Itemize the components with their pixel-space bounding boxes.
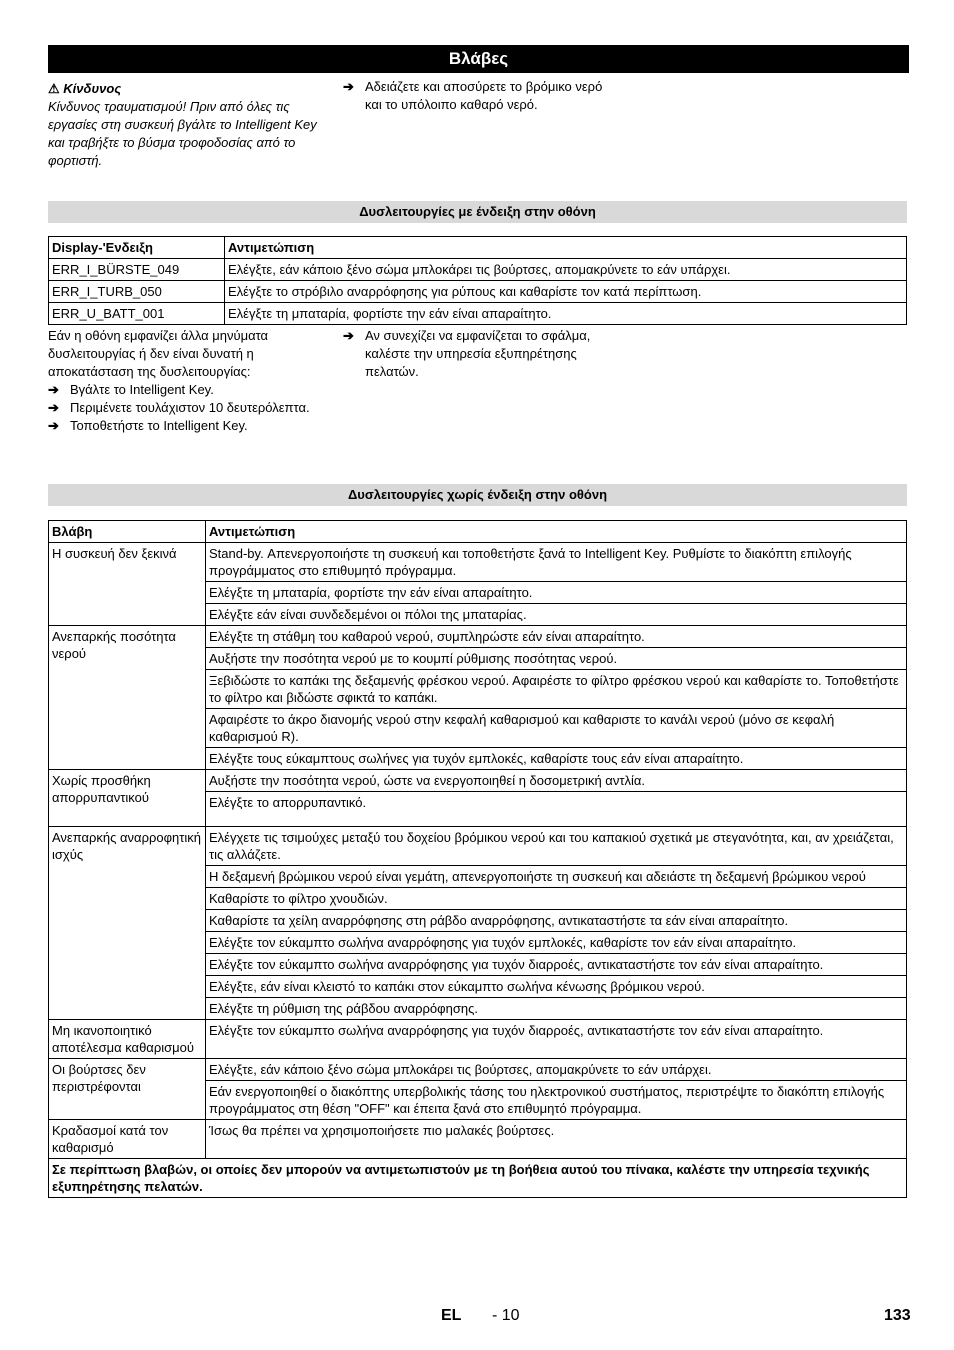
table-row [49,281,907,303]
table-header: Αντιμετώπιση [225,237,907,259]
arrow-icon: ➔ [343,328,354,343]
table-row [49,259,907,281]
remedy: Ελέγξτε, εάν είναι κλειστό το καπάκι στον εύκαμπτο σωλήνα κένωσης βρόμικου νερού. [206,976,907,998]
table-row [49,770,907,792]
error-code: ERR_U_BATT_001 [49,303,225,325]
remedy: Εάν ενεργοποιηθεί ο διακόπτης υπερβολικής τάσης του ηλεκτρονικού συστήματος, περιστρέψτε το διακόπτη επιλογής προγράμματος στη θέση "OFF" και έπειτα ξανά στο επιθυμητό πρόγραμμα. [206,1081,907,1120]
arrow-icon: ➔ [343,79,354,94]
error-code: ERR_I_TURB_050 [49,281,225,303]
remedy: Ελέγξτε, εάν κάποιο ξένο σώμα μπλοκάρει τις βούρτσες, απομακρύνετε το εάν υπάρχει. [225,259,907,281]
remedy: Ξεβιδώστε το καπάκι της δεξαμενής φρέσκου νερού. Αφαιρέστε το φίλτρο φρέσκου νερού και καθαρίστε το. Τοποθετήστε το φίλτρο και βιδώστε σφικτά το καπάκι. [206,670,907,709]
table-row [49,827,907,866]
remedy: Ίσως θα πρέπει να χρησιμοποιήσετε πιο μαλακές βούρτσες. [206,1120,907,1159]
remedy: Ελέγχετε τις τσιμούχες μεταξύ του δοχείου βρόμικου νερού και του καπακιού σχετικά με στεγανότητα, και, αν χρειάζεται, τις αλλάζετε. [206,827,907,866]
mid-left: Εάν η οθόνη εμφανίζει άλλα μηνύματα δυσλειτουργίας ή δεν είναι δυνατή η αποκατάσταση της δυσλειτουργίας: ➔ Βγάλτε το Intelligent Key. ➔ Περιμένετε τουλάχιστον 10 δευτερόλεπτα. ➔ Τοποθετήστε το Intelligent Key. [48,327,323,435]
remedy: Stand-by. Απενεργοποιήστε τη συσκευή και τοποθετήστε ξανά το Intelligent Key. Ρυθμίστε το διακόπτη επιλογής προγράμματος στο επιθυμητό πρόγραμμα. [206,543,907,582]
table-header: Display-'Ενδειξη [49,237,225,259]
remedy: Ελέγξτε τον εύκαμπτο σωλήνα αναρρόφησης για τυχόν διαρροές, αντικαταστήστε τον εάν είναι απαραίτητο. [206,1020,907,1059]
remedy: Ελέγξτε τον εύκαμπτο σωλήνα αναρρόφησης για τυχόν εμπλοκές, καθαρίστε τον εάν είναι απαραίτητο. [206,932,907,954]
table-row [49,1120,907,1159]
remedy: Ελέγξτε τη ρύθμιση της ράβδου αναρρόφησης. [206,998,907,1020]
page-number: 133 [884,1307,911,1324]
display-errors-table [48,236,907,325]
remedy: Ελέγξτε το απορρυπαντικό. [206,792,907,827]
fault: Χωρίς προσθήκη απορρυπαντικού [49,770,206,827]
table-row [49,1059,907,1081]
remedy: Αυξήστε την ποσότητα νερού, ώστε να ενεργοποιηθεί η δοσομετρική αντλία. [206,770,907,792]
remedy: Καθαρίστε τα χείλη αναρρόφησης στη ράβδο αναρρόφησης, αντικαταστήστε τα εάν είναι απαραίτητο. [206,910,907,932]
remedy: Ελέγξτε εάν είναι συνδεδεμένοι οι πόλοι της μπαταρίας. [206,604,907,626]
remedy: Ελέγξτε τη μπαταρία, φορτίστε την εάν είναι απαραίτητο. [206,582,907,604]
footer-lang: EL [441,1307,462,1324]
error-code: ERR_I_BÜRSTE_049 [49,259,225,281]
warning-icon: ⚠ [48,81,60,96]
remedy: Ελέγξτε το στρόβιλο αναρρόφησης για ρύπους και καθαρίστε τον κατά περίπτωση. [225,281,907,303]
danger-notice [48,80,328,170]
fault: Η συσκευή δεν ξεκινά [49,543,206,626]
arrow-icon: ➔ [48,400,59,415]
remedy: Ελέγξτε τους εύκαμπτους σωλήνες για τυχόν εμπλοκές, καθαρίστε τους εάν είναι απαραίτητο. [206,748,907,770]
intro-right: ➔ Αδειάζετε και αποσύρετε το βρόμικο νερό και το υπόλοιπο καθαρό νερό. [343,79,603,112]
remedy: Αυξήστε την ποσότητα νερού με το κουμπί ρύθμισης ποσότητας νερού. [206,648,907,670]
table-footer-row [49,1159,907,1198]
remedy: Ελέγξτε, εάν κάποιο ξένο σώμα μπλοκάρει τις βούρτσες, απομακρύνετε το εάν υπάρχει. [206,1059,907,1081]
table-row [49,303,907,325]
faults-table [48,520,907,1198]
remedy: Αφαιρέστε το άκρο διανομής νερού στην κεφαλή καθαρισμού και καθαριστε το κανάλι νερού (μόνο σε κεφαλή καθαρισμού R). [206,709,907,748]
section-heading-nodisplay: Δυσλειτουργίες χωρίς ένδειξη στην οθόνη [48,484,907,506]
table-footer-note: Σε περίπτωση βλαβών, οι οποίες δεν μπορούν να αντιμετωπιστούν με τη βοήθεια αυτού του πίνακα, καλέστε την υπηρεσία τεχνικής εξυπηρέτησης πελατών. [49,1159,907,1198]
arrow-icon: ➔ [48,382,59,397]
arrow-icon: ➔ [48,418,59,433]
fault: Ανεπαρκής αναρροφητική ισχύς [49,827,206,1020]
remedy: Ελέγξτε τον εύκαμπτο σωλήνα αναρρόφησης για τυχόν διαρροές, αντικαταστήστε τον εάν είναι απαραίτητο. [206,954,907,976]
table-row [49,543,907,582]
page-title: Βλάβες [48,45,909,73]
remedy: Η δεξαμενή βρώμικου νερού είναι γεμάτη, απενεργοποιήστε τη συσκευή και αδειάστε τη δεξαμενή βρώμικου νερού [206,866,907,888]
fault: Ανεπαρκής ποσότητα νερού [49,626,206,770]
mid-left-text: Εάν η οθόνη εμφανίζει άλλα μηνύματα δυσλειτουργίας ή δεν είναι δυνατή η αποκατάσταση της δυσλειτουργίας: [48,328,269,379]
section-heading-display: Δυσλειτουργίες με ένδειξη στην οθόνη [48,201,907,223]
remedy: Ελέγξτε τη στάθμη του καθαρού νερού, συμπληρώστε εάν είναι απαραίτητο. [206,626,907,648]
table-header: Βλάβη [49,521,206,543]
table-header: Αντιμετώπιση [206,521,907,543]
remedy: Ελέγξτε τη μπαταρία, φορτίστε την εάν είναι απαραίτητο. [225,303,907,325]
remedy: Καθαρίστε το φίλτρο χνουδιών. [206,888,907,910]
fault: Κραδασμοί κατά τον καθαρισμό [49,1120,206,1159]
fault: Οι βούρτσες δεν περιστρέφονται [49,1059,206,1120]
table-row [49,1020,907,1059]
table-row [49,626,907,648]
danger-text: Κίνδυνος τραυματισμού! Πριν από όλες τις εργασίες στη συσκευή βγάλτε το Intelligent Key και τραβήξτε το βύσμα τροφοδοσίας από το φορτιστή. [48,99,317,168]
footer-subpage: - 10 [492,1307,520,1324]
mid-right: ➔ Αν συνεχίζει να εμφανίζεται το σφάλμα, καλέστε την υπηρεσία εξυπηρέτησης πελατών. [343,328,591,379]
fault: Μη ικανοποιητικό αποτέλεσμα καθαρισμού [49,1020,206,1059]
danger-heading: ⚠ Κίνδυνος [48,81,122,96]
